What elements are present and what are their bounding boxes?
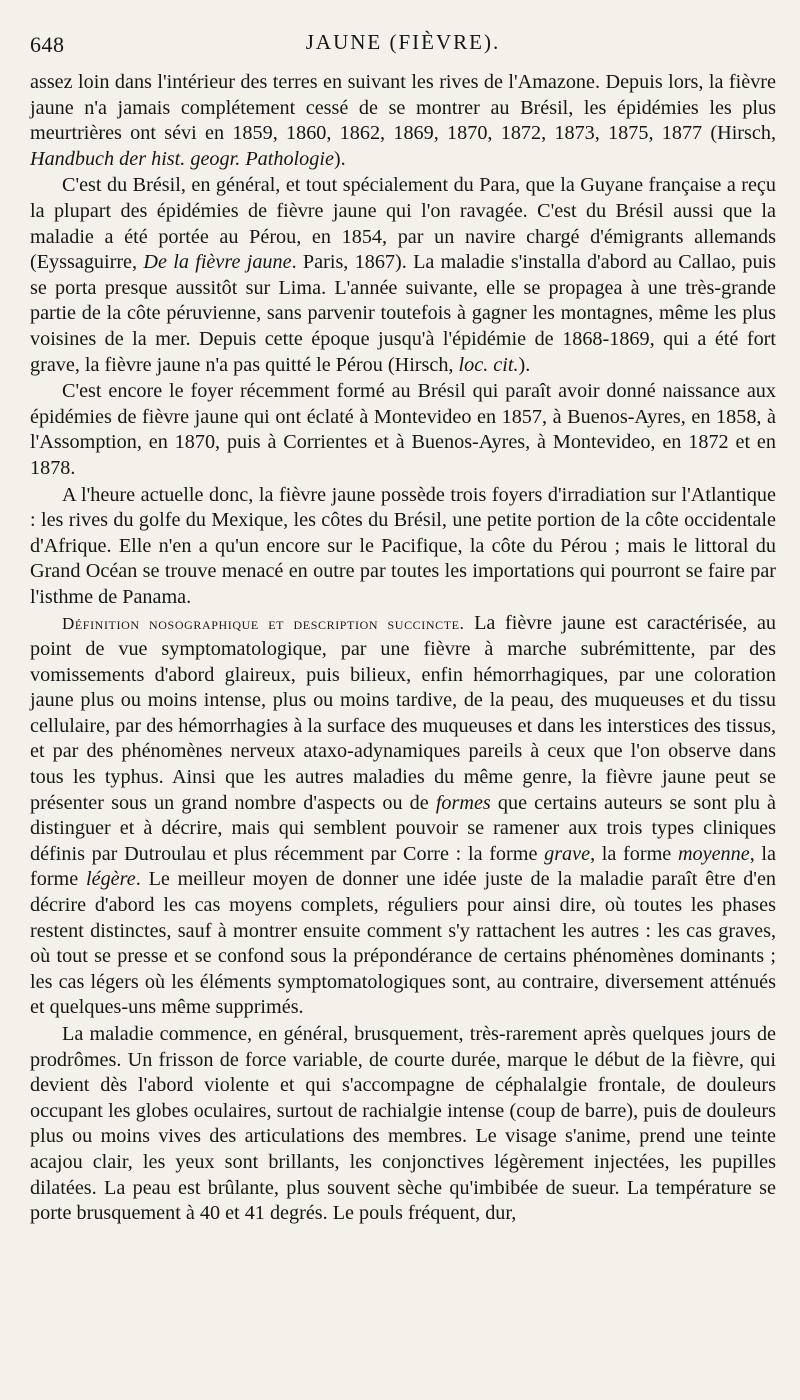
paragraph-4: A l'heure actuelle donc, la fièvre jaune possède trois foyers d'irradiation sur l'Atlantique : les rives du golfe du Mexique, les côtes du Brésil, une petite portion de la côte occidentale d'Afrique. Elle n'en a qu'un encore sur le Pacifique, la côte du Pérou ; mais le littoral du Grand Océan se trouve menacé en outre par toutes les importations qui pourront se faire par l'isthme de Panama. [30, 483, 776, 608]
book-page [30, 26, 776, 1227]
section-heading: Définition nosographique et description succincte. [62, 614, 465, 634]
italic-citation: Handbuch der hist. geogr. Pathologie [30, 147, 334, 170]
body-text [30, 70, 776, 1227]
running-head: JAUNE (FIÈVRE). [305, 30, 501, 54]
italic-citation: loc. cit. [458, 353, 519, 376]
paragraph-3: C'est encore le foyer récemment formé au Brésil qui paraît avoir donné naissance aux épidémies de fièvre jaune qui ont éclaté à Montevideo en 1857, à Buenos-Ayres, en 1858, à l'Assomption, en 1870, puis à Corrientes et à Buenos-Ayres, à Montevideo, en 1872 et en 1878. [30, 380, 776, 479]
page-header [30, 26, 776, 70]
paragraph-6: La maladie commence, en général, brusquement, très-rarement après quelques jours de prodrômes. Un frisson de force variable, de courte durée, marque le début de la fièvre, qui devient dès l'abord violente et qui s'accompagne de céphalalgie frontale, de douleurs occupant les globes oculaires, surtout de rachialgie intense (coup de barre), puis de douleurs plus ou moins vives des articulations des membres. Le visage s'anime, prend une teinte acajou clair, les yeux sont brillants, les conjonctives légèrement injectées, les pupilles dilatées. La peau est brûlante, plus souvent sèche qu'imbibée de sueur. La température se porte brusquement à 40 et 41 degrés. Le pouls fréquent, dur, [30, 1022, 776, 1225]
paragraph-5: Définition nosographique et description succincte. La fièvre jaune est caractérisée, au point de vue symptomatologique, par une fièvre à marche subrémittente, par des vomissements d'abord glaireux, puis bilieux, enfin hémorrhagiques, par une coloration jaune plus ou moins intense, plus ou moins tardive, de la peau, des muqueuses et du tissu cellulaire, par des hémorrhagies à la surface des muqueuses et dans les interstices des tissus, et par des phénomènes nerveux ataxo-adynamiques pareils à ceux que l'on observe dans tous les typhus. Ainsi que les autres maladies du même genre, la fièvre jaune peut se présenter sous un grand nombre d'aspects ou de formes que certains auteurs se sont plu à distinguer et à décrire, mais qui semblent pouvoir se ramener aux trois types cliniques définis par Dutroulau et plus récemment par Corre : la forme grave, la forme moyenne, la forme légère. Le meilleur moyen de donner une idée juste de la maladie paraît être d'en décrire d'abord les cas moyens complets, réguliers pour ainsi dire, où toutes les phases restent distinctes, sauf à montrer ensuite comment s'y rattachent les autres : les cas graves, où tout se presse et se confond sous la prépondérance de certains phénomènes dominants ; les cas légers où les éléments symptomatologiques sont, au contraire, diversement atténués et quelques-uns même supprimés. [30, 612, 776, 1019]
paragraph-2: C'est du Brésil, en général, et tout spécialement du Para, que la Guyane française a reçu la plupart des épidémies de fièvre jaune qui l'on ravagée. C'est du Brésil aussi que la maladie a été portée au Pérou, en 1854, par un navire chargé d'émigrants allemands (Eyssaguirre, De la fièvre jaune. Paris, 1867). La maladie s'installa d'abord au Callao, puis se porta presque aussitôt sur Lima. L'année suivante, elle se propagea à une très-grande partie de la côte péruvienne, sans parvenir toutefois à gagner les montagnes, même les plus voisines de la mer. Depuis cette époque jusqu'à l'épidémie de 1868-1869, qui a été fort grave, la fièvre jaune n'a pas quitté le Pérou (Hirsch, loc. cit.). [30, 174, 777, 376]
italic-citation: De la fièvre jaune [143, 251, 292, 274]
page-number: 648 [30, 32, 65, 57]
paragraph-1: assez loin dans l'intérieur des terres en suivant les rives de l'Amazone. Depuis lors, la fièvre jaune n'a jamais complétement cessé de se montrer au Brésil, les épidémies les plus meurtrières ont sévi en 1859, 1860, 1862, 1869, 1870, 1872, 1873, 1875, 1877 (Hirsch, Handbuch der hist. geogr. Pathologie). [30, 71, 776, 170]
